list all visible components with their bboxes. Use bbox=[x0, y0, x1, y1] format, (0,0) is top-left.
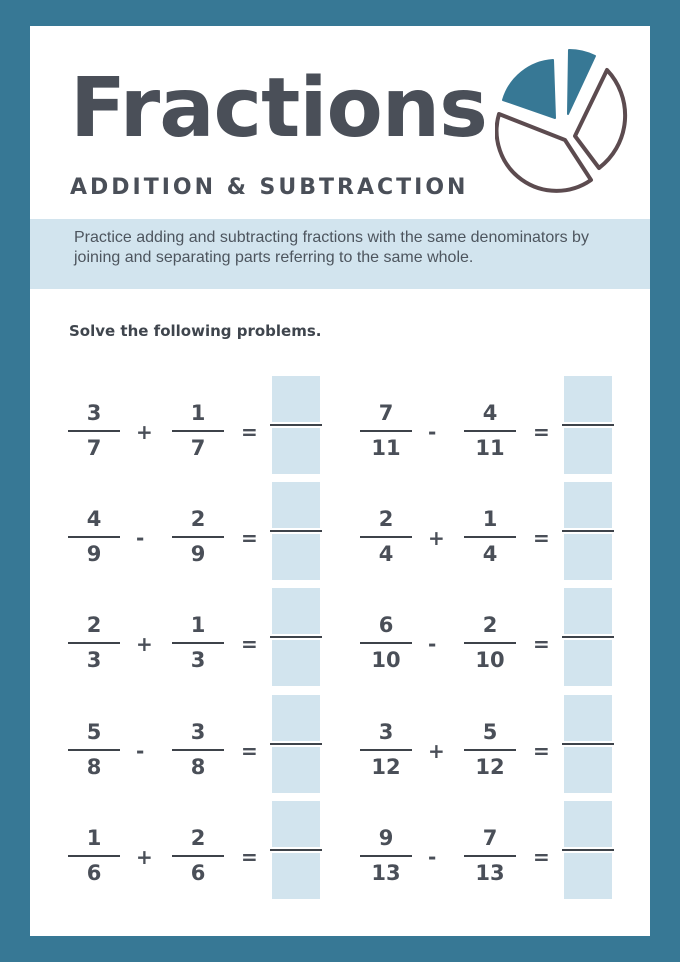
answer-box[interactable] bbox=[272, 588, 320, 686]
numerator: 2 bbox=[482, 613, 498, 637]
fraction-bar bbox=[172, 536, 224, 538]
answer-denominator-field[interactable] bbox=[564, 428, 612, 474]
fraction-bar bbox=[172, 430, 224, 432]
fraction-bar bbox=[68, 536, 120, 538]
pie-chart-icon bbox=[495, 40, 635, 200]
answer-box[interactable] bbox=[564, 588, 612, 686]
denominator: 12 bbox=[475, 755, 505, 779]
numerator: 1 bbox=[190, 401, 206, 425]
fraction-bar bbox=[464, 855, 516, 857]
intro-text: Practice adding and subtracting fractions with the same denominators by joining and separating parts referring to the same whole. bbox=[74, 229, 589, 266]
fraction-bar bbox=[68, 430, 120, 432]
denominator: 13 bbox=[475, 861, 505, 885]
answer-fraction-bar bbox=[562, 636, 614, 638]
numerator: 1 bbox=[482, 507, 498, 531]
denominator: 7 bbox=[190, 436, 206, 460]
fraction-b bbox=[462, 825, 518, 886]
fraction-bar bbox=[464, 430, 516, 432]
denominator: 4 bbox=[482, 542, 498, 566]
equals-sign: = bbox=[533, 739, 550, 763]
numerator: 3 bbox=[378, 720, 394, 744]
fraction-a bbox=[358, 506, 414, 567]
fraction-bar bbox=[360, 536, 412, 538]
fraction-b bbox=[462, 400, 518, 461]
fraction-bar bbox=[172, 749, 224, 751]
equals-sign: = bbox=[241, 420, 258, 444]
operator: + bbox=[136, 845, 153, 869]
fraction-bar bbox=[68, 642, 120, 644]
equals-sign: = bbox=[241, 632, 258, 656]
answer-box[interactable] bbox=[272, 482, 320, 580]
equals-sign: = bbox=[533, 632, 550, 656]
equals-sign: = bbox=[533, 420, 550, 444]
answer-numerator-field[interactable] bbox=[564, 376, 612, 422]
page-title: Fractions bbox=[70, 61, 487, 156]
answer-fraction-bar bbox=[562, 849, 614, 851]
numerator: 5 bbox=[86, 720, 102, 744]
numerator: 3 bbox=[190, 720, 206, 744]
fraction-b bbox=[170, 612, 226, 673]
page-subtitle: ADDITION & SUBTRACTION bbox=[70, 175, 469, 200]
fraction-a bbox=[66, 825, 122, 886]
operator: - bbox=[136, 739, 145, 763]
denominator: 6 bbox=[190, 861, 206, 885]
pie-slice-bottom bbox=[497, 114, 591, 191]
numerator: 2 bbox=[190, 507, 206, 531]
answer-denominator-field[interactable] bbox=[272, 853, 320, 899]
fraction-b bbox=[170, 719, 226, 780]
worksheet-page bbox=[30, 26, 650, 936]
problem-2 bbox=[358, 374, 628, 474]
denominator: 11 bbox=[475, 436, 505, 460]
numerator: 2 bbox=[86, 613, 102, 637]
problem-4 bbox=[358, 480, 628, 580]
answer-denominator-field[interactable] bbox=[564, 747, 612, 793]
answer-box[interactable] bbox=[272, 376, 320, 474]
fraction-a bbox=[358, 719, 414, 780]
equals-sign: = bbox=[241, 845, 258, 869]
fraction-b bbox=[170, 825, 226, 886]
denominator: 4 bbox=[378, 542, 394, 566]
answer-denominator-field[interactable] bbox=[272, 534, 320, 580]
numerator: 4 bbox=[86, 507, 102, 531]
operator: + bbox=[136, 420, 153, 444]
numerator: 1 bbox=[86, 826, 102, 850]
numerator: 4 bbox=[482, 401, 498, 425]
answer-fraction-bar bbox=[270, 424, 322, 426]
answer-box[interactable] bbox=[564, 482, 612, 580]
answer-box[interactable] bbox=[272, 801, 320, 899]
answer-numerator-field[interactable] bbox=[272, 588, 320, 634]
numerator: 2 bbox=[190, 826, 206, 850]
problem-3 bbox=[66, 480, 336, 580]
numerator: 7 bbox=[378, 401, 394, 425]
answer-numerator-field[interactable] bbox=[272, 801, 320, 847]
denominator: 9 bbox=[190, 542, 206, 566]
fraction-bar bbox=[464, 749, 516, 751]
operator: + bbox=[428, 526, 445, 550]
numerator: 6 bbox=[378, 613, 394, 637]
denominator: 10 bbox=[475, 648, 505, 672]
equals-sign: = bbox=[241, 526, 258, 550]
pie-slice-highlight bbox=[503, 60, 555, 118]
numerator: 9 bbox=[378, 826, 394, 850]
answer-denominator-field[interactable] bbox=[272, 428, 320, 474]
fraction-b bbox=[170, 506, 226, 567]
fraction-a bbox=[66, 612, 122, 673]
answer-fraction-bar bbox=[562, 530, 614, 532]
answer-fraction-bar bbox=[562, 743, 614, 745]
answer-box[interactable] bbox=[564, 376, 612, 474]
operator: - bbox=[136, 526, 145, 550]
fraction-a bbox=[66, 719, 122, 780]
fraction-a bbox=[358, 612, 414, 673]
answer-fraction-bar bbox=[270, 743, 322, 745]
fraction-a bbox=[358, 825, 414, 886]
operator: - bbox=[428, 632, 437, 656]
fraction-a bbox=[66, 506, 122, 567]
answer-denominator-field[interactable] bbox=[272, 747, 320, 793]
denominator: 8 bbox=[86, 755, 102, 779]
fraction-bar bbox=[68, 855, 120, 857]
fraction-bar bbox=[68, 749, 120, 751]
operator: - bbox=[428, 845, 437, 869]
denominator: 3 bbox=[190, 648, 206, 672]
answer-denominator-field[interactable] bbox=[564, 640, 612, 686]
instructions: Solve the following problems. bbox=[69, 322, 322, 340]
denominator: 13 bbox=[371, 861, 401, 885]
numerator: 2 bbox=[378, 507, 394, 531]
problem-7 bbox=[66, 693, 336, 793]
answer-box[interactable] bbox=[564, 801, 612, 899]
answer-numerator-field[interactable] bbox=[272, 482, 320, 528]
answer-denominator-field[interactable] bbox=[564, 534, 612, 580]
answer-numerator-field[interactable] bbox=[564, 695, 612, 741]
fraction-bar bbox=[172, 855, 224, 857]
answer-denominator-field[interactable] bbox=[272, 640, 320, 686]
problem-8 bbox=[358, 693, 628, 793]
equals-sign: = bbox=[533, 526, 550, 550]
denominator: 12 bbox=[371, 755, 401, 779]
answer-denominator-field[interactable] bbox=[564, 853, 612, 899]
answer-fraction-bar bbox=[270, 849, 322, 851]
answer-box[interactable] bbox=[272, 695, 320, 793]
denominator: 8 bbox=[190, 755, 206, 779]
fraction-b bbox=[462, 719, 518, 780]
numerator: 1 bbox=[190, 613, 206, 637]
answer-box[interactable] bbox=[564, 695, 612, 793]
denominator: 6 bbox=[86, 861, 102, 885]
answer-numerator-field[interactable] bbox=[272, 376, 320, 422]
equals-sign: = bbox=[241, 739, 258, 763]
fraction-b bbox=[462, 612, 518, 673]
fraction-bar bbox=[360, 855, 412, 857]
answer-fraction-bar bbox=[270, 636, 322, 638]
fraction-bar bbox=[464, 642, 516, 644]
fraction-bar bbox=[360, 642, 412, 644]
fraction-b bbox=[170, 400, 226, 461]
fraction-b bbox=[462, 506, 518, 567]
problem-9 bbox=[66, 799, 336, 899]
fraction-a bbox=[358, 400, 414, 461]
operator: - bbox=[428, 420, 437, 444]
answer-fraction-bar bbox=[270, 530, 322, 532]
answer-numerator-field[interactable] bbox=[564, 801, 612, 847]
problem-10 bbox=[358, 799, 628, 899]
answer-fraction-bar bbox=[562, 424, 614, 426]
fraction-bar bbox=[172, 642, 224, 644]
denominator: 7 bbox=[86, 436, 102, 460]
answer-numerator-field[interactable] bbox=[564, 482, 612, 528]
denominator: 3 bbox=[86, 648, 102, 672]
denominator: 10 bbox=[371, 648, 401, 672]
problem-6 bbox=[358, 586, 628, 686]
numerator: 5 bbox=[482, 720, 498, 744]
denominator: 9 bbox=[86, 542, 102, 566]
denominator: 11 bbox=[371, 436, 401, 460]
fraction-bar bbox=[360, 749, 412, 751]
equals-sign: = bbox=[533, 845, 550, 869]
fraction-bar bbox=[464, 536, 516, 538]
fraction-a bbox=[66, 400, 122, 461]
numerator: 3 bbox=[86, 401, 102, 425]
operator: + bbox=[136, 632, 153, 656]
answer-numerator-field[interactable] bbox=[272, 695, 320, 741]
answer-numerator-field[interactable] bbox=[564, 588, 612, 634]
operator: + bbox=[428, 739, 445, 763]
numerator: 7 bbox=[482, 826, 498, 850]
fraction-bar bbox=[360, 430, 412, 432]
problem-5 bbox=[66, 586, 336, 686]
problem-1 bbox=[66, 374, 336, 474]
